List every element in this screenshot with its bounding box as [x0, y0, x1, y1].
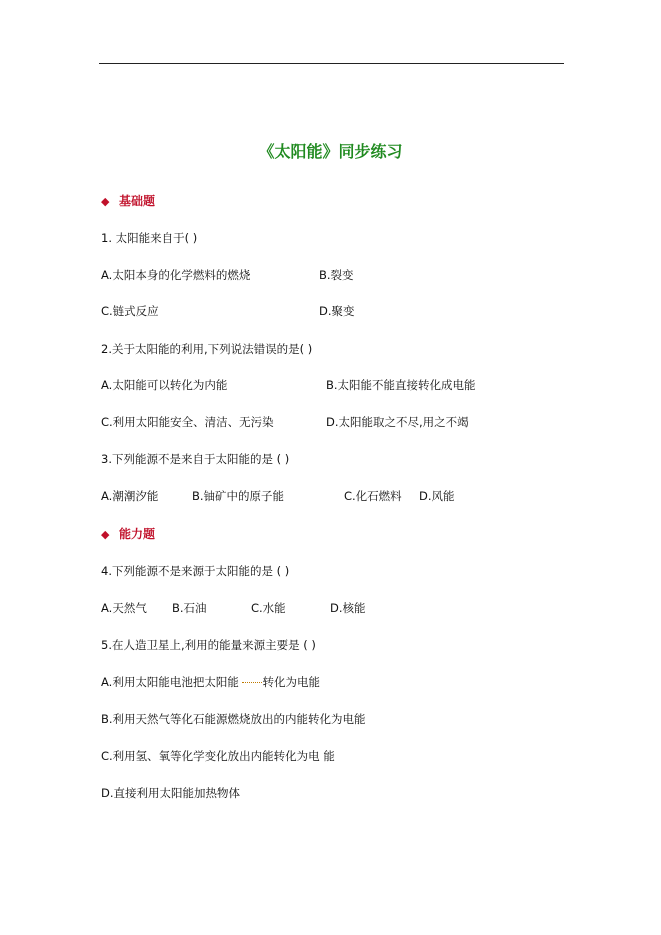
question-4-option-c: C.水能 [251, 601, 286, 615]
question-5-option-a [101, 673, 320, 691]
question-3-option-d: D.风能 [419, 489, 455, 503]
section-basic [101, 192, 155, 210]
question-3-option-b: B.铀矿中的原子能 [192, 489, 285, 503]
question-3-stem: 3.下列能源不是来自于太阳能的是 ( ) [101, 452, 290, 466]
section-title: 能力题 [119, 527, 156, 541]
diamond-icon: ◆ [101, 528, 110, 541]
question-2-option-a: A.太阳能可以转化为内能 [101, 378, 228, 392]
option-a-text-start: A.利用太阳能电池把太阳能 [101, 675, 243, 689]
question-2-stem: 2.关于太阳能的利用,下列说法错误的是( ) [101, 342, 313, 356]
question-4-stem: 4.下列能源不是来源于太阳能的是 ( ) [101, 564, 290, 578]
question-3-option-a: A.潮潮汐能 [101, 489, 159, 503]
question-1-option-a: A.太阳本身的化学燃料的燃烧 [101, 268, 251, 282]
question-4-option-b: B.石油 [172, 601, 207, 615]
diamond-icon: ◆ [101, 195, 110, 208]
question-5-option-b: B.利用天然气等化石能源燃烧放出的内能转化为电能 [101, 712, 366, 726]
question-5-option-d: D.直接利用太阳能加热物体 [101, 786, 241, 800]
option-a-text-end: 转化为电能 [262, 675, 320, 689]
question-2-option-c: C.利用太阳能安全、清洁、无污染 [101, 415, 274, 429]
question-5-stem: 5.在人造卫星上,利用的能量来源主要是 ( ) [101, 638, 316, 652]
question-3-option-c: C.化石燃料 [344, 489, 402, 503]
question-1-option-b: B.裂变 [319, 268, 354, 282]
section-ability [101, 525, 155, 543]
question-2-option-d: D.太阳能取之不尽,用之不竭 [326, 415, 469, 429]
question-1-option-d: D.聚变 [319, 304, 355, 318]
question-4-option-d: D.核能 [330, 601, 366, 615]
section-title: 基础题 [119, 194, 156, 208]
header-rule [99, 63, 564, 64]
question-2-option-b: B.太阳能不能直接转化成电能 [326, 378, 476, 392]
page-title: 《太阳能》同步练习 [258, 142, 403, 161]
question-1-stem: 1. 太阳能来自于( ) [101, 231, 198, 245]
question-5-option-c: C.利用氢、氧等化学变化放出内能转化为电 能 [101, 749, 335, 763]
question-1-option-c: C.链式反应 [101, 304, 159, 318]
dotted-blank [242, 682, 262, 683]
question-4-option-a: A.天然气 [101, 601, 147, 615]
